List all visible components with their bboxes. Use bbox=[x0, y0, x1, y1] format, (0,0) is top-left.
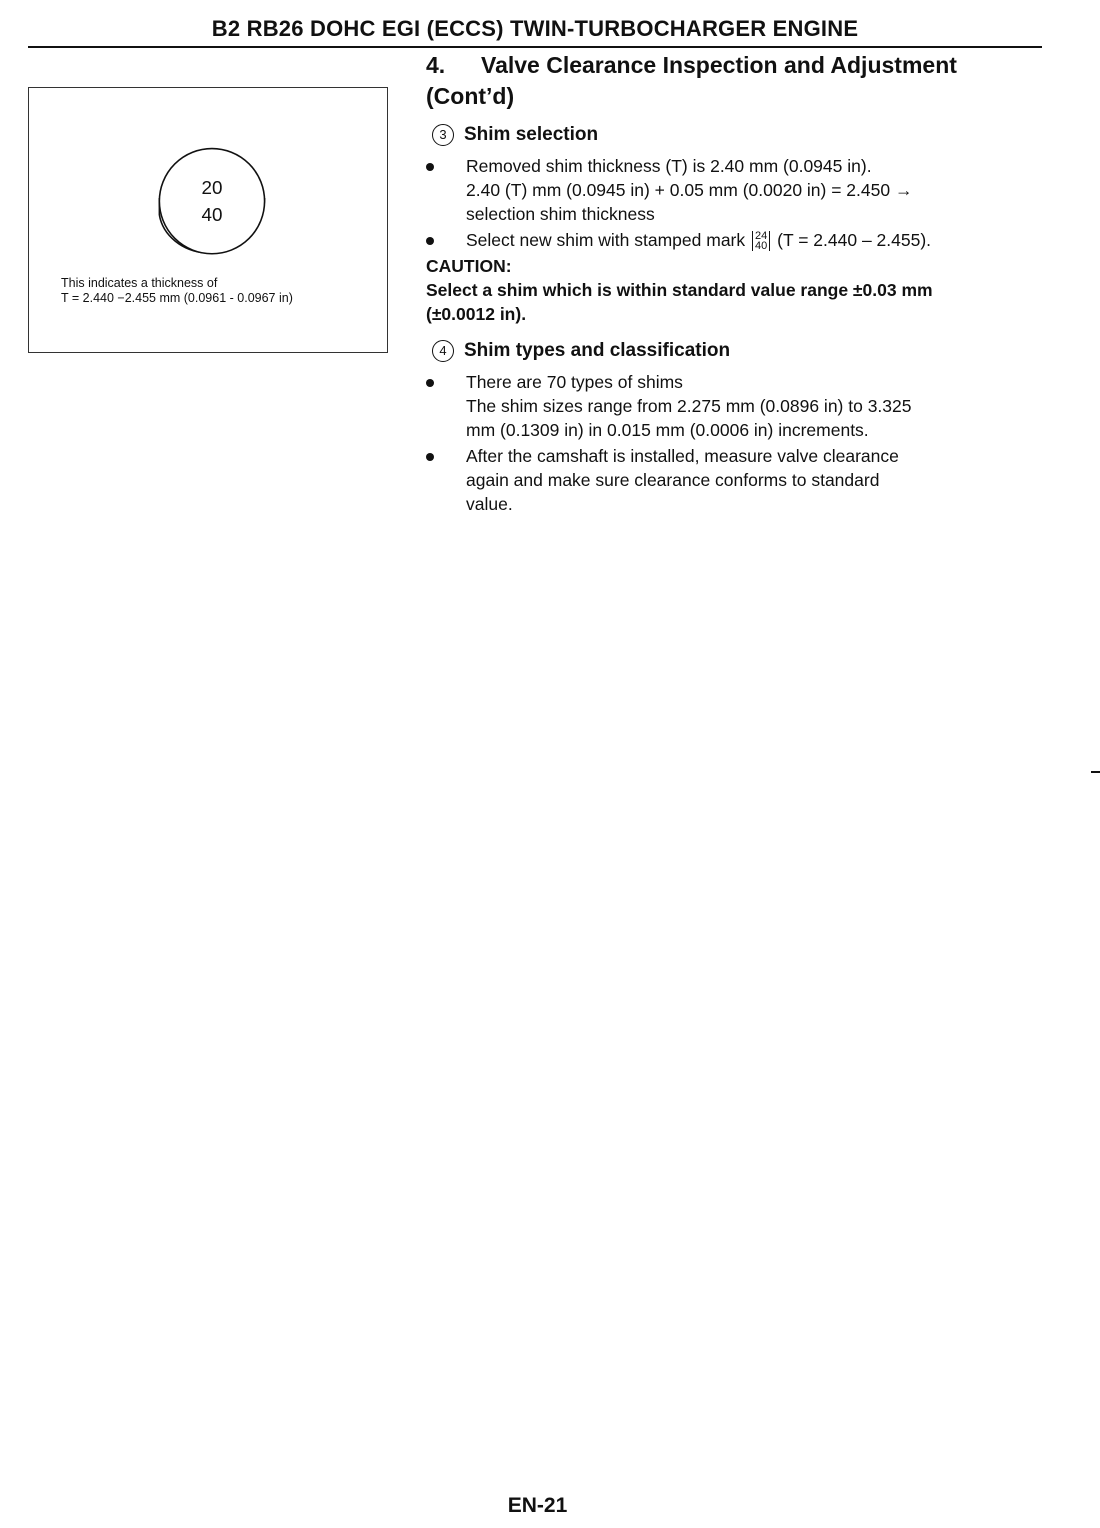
page-header bbox=[28, 14, 1042, 48]
shim-bottom-mark: 40 bbox=[201, 203, 223, 225]
shim-types-heading bbox=[426, 338, 1044, 364]
shim-top-face bbox=[159, 149, 264, 254]
figure-caption bbox=[61, 276, 293, 306]
shim-illustration bbox=[29, 88, 387, 352]
section-title bbox=[426, 50, 1044, 112]
caption-line: This indicates a thickness of bbox=[61, 276, 218, 290]
stamped-mark-top: 24 bbox=[755, 230, 768, 243]
bullet-icon bbox=[426, 379, 434, 387]
section-title-text: Valve Clearance Inspection and Adjustment bbox=[481, 52, 957, 78]
page-number: EN-21 bbox=[507, 1494, 568, 1517]
stamped-mark bbox=[752, 231, 770, 251]
bullet-text: 2.40 (T) mm (0.0945 in) + 0.05 mm (0.0020 in) = 2.450 → bbox=[466, 180, 913, 200]
list-item bbox=[426, 228, 1044, 252]
caution-line: (±0.0012 in). bbox=[426, 304, 527, 324]
bullet-icon bbox=[426, 237, 434, 245]
page-title: B2 RB26 DOHC EGI (ECCS) TWIN-TURBOCHARGER ENGINE bbox=[211, 16, 859, 41]
bullet-icon bbox=[426, 453, 434, 461]
caption-line: T = 2.440 −2.455 mm (0.0961 - 0.0967 in) bbox=[61, 291, 293, 305]
caution-line: Select a shim which is within standard value range ±0.03 mm bbox=[426, 280, 933, 300]
list-item bbox=[426, 370, 1044, 442]
bullet-text: The shim sizes range from 2.275 mm (0.0896 in) to 3.325 bbox=[466, 396, 912, 416]
shim-top-mark: 20 bbox=[201, 177, 223, 199]
bullet-text bbox=[466, 228, 1044, 252]
stamped-mark-bottom: 40 bbox=[755, 240, 768, 253]
section-number: 4. bbox=[426, 52, 446, 78]
caution-label: CAUTION: bbox=[426, 256, 512, 276]
shim-figure bbox=[28, 87, 388, 353]
main-content bbox=[426, 50, 1044, 518]
bullet-text: There are 70 types of shims bbox=[466, 372, 683, 392]
list-item bbox=[426, 444, 1044, 516]
mark-prefix: Select new shim with stamped mark bbox=[466, 230, 746, 250]
bullet-text: After the camshaft is installed, measure valve clearance bbox=[466, 446, 899, 466]
step-number: 3 bbox=[432, 124, 454, 146]
step-number: 4 bbox=[432, 340, 454, 362]
shim-types-title: Shim types and classification bbox=[464, 340, 731, 361]
margin-mark bbox=[1091, 771, 1100, 773]
bullet-text: mm (0.1309 in) in 0.015 mm (0.0006 in) increments. bbox=[466, 420, 869, 440]
mark-suffix: (T = 2.440 – 2.455). bbox=[777, 230, 932, 250]
bullet-text: again and make sure clearance conforms to standard bbox=[466, 470, 880, 490]
caution-text bbox=[426, 278, 1044, 326]
list-item bbox=[426, 154, 1044, 226]
bullet-text: Removed shim thickness (T) is 2.40 mm (0.0945 in). bbox=[466, 156, 872, 176]
bullet-text: value. bbox=[466, 494, 513, 514]
shim-selection-heading bbox=[426, 122, 1044, 148]
bullet-icon bbox=[426, 163, 434, 171]
section-title-cont: (Cont’d) bbox=[426, 83, 515, 109]
bullet-text: selection shim thickness bbox=[466, 204, 655, 224]
shim-selection-title: Shim selection bbox=[464, 124, 599, 145]
